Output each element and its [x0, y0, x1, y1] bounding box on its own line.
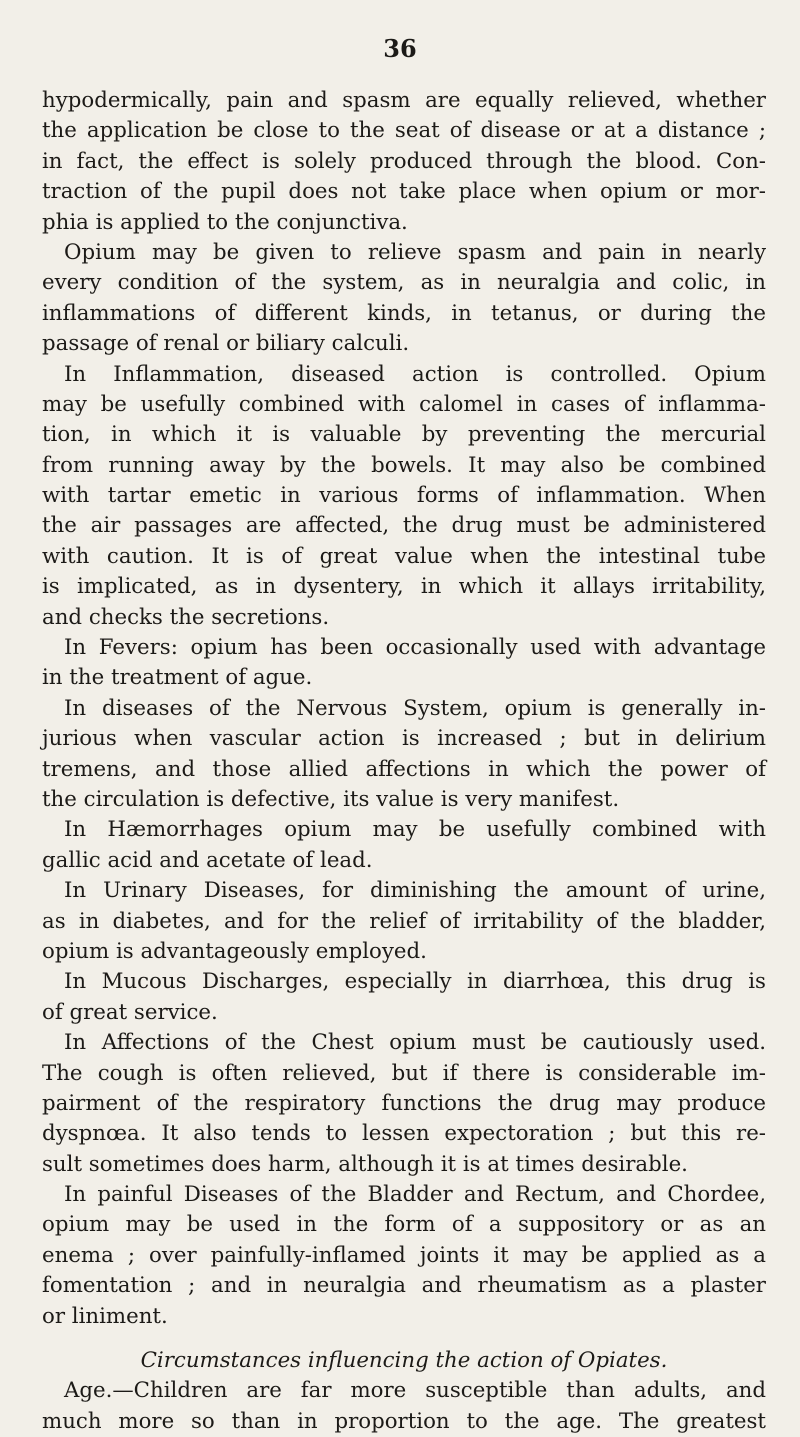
text-line: with caution. It is of great value when the intestinal tube [42, 543, 766, 569]
body-text [42, 86, 766, 1437]
text-line: the application be close to the seat of disease or at a distance ; [42, 118, 766, 144]
text-line: opium may be used in the form of a suppository or as an [42, 1212, 766, 1238]
text-line: in the treatment of ague. [42, 665, 313, 691]
text-line: In Urinary Diseases, for diminishing the amount of urine, [64, 878, 766, 904]
text-line: and checks the secretions. [42, 604, 330, 630]
text-line: In Inflammation, diseased action is controlled. Opium [64, 361, 766, 387]
text-line: inflammations of different kinds, in tetanus, or during the [42, 300, 766, 326]
text-line: phia is applied to the conjunctiva. [42, 209, 408, 235]
text-line: Opium may be given to relieve spasm and pain in nearly [64, 239, 766, 265]
text-line: in fact, the effect is solely produced through the blood. Con- [42, 148, 766, 174]
text-line: traction of the pupil does not take place when opium or mor- [42, 179, 766, 205]
text-line: from running away by the bowels. It may also be combined [42, 452, 766, 478]
text-line: gallic acid and acetate of lead. [42, 847, 373, 873]
section-heading: Circumstances influencing the action of Opiates. [140, 1348, 668, 1374]
text-line: dyspnœa. It also tends to lessen expectoration ; but this re- [42, 1121, 766, 1147]
text-line: tion, in which it is valuable by preventing the mercurial [42, 422, 766, 448]
text-line: passage of renal or biliary calculi. [42, 331, 410, 357]
text-line: In diseases of the Nervous System, opium is generally in- [64, 695, 766, 721]
text-line: In Fevers: opium has been occasionally used with advantage [64, 635, 766, 661]
text-line: enema ; over painfully-inflamed joints it may be applied as a [42, 1242, 766, 1268]
text-line: may be usefully combined with calomel in cases of inflamma- [42, 391, 766, 417]
section-gap [42, 1332, 766, 1346]
text-line: In Hæmorrhages opium may be usefully combined with [64, 817, 766, 843]
text-line: or liniment. [42, 1303, 168, 1329]
text-line: In Mucous Discharges, especially in diarrhœa, this drug is [64, 969, 766, 995]
text-line: In painful Diseases of the Bladder and Rectum, and Chordee, [64, 1182, 766, 1208]
text-line: of great service. [42, 999, 218, 1025]
text-line: as in diabetes, and for the relief of irritability of the bladder, [42, 908, 766, 934]
text-line: The cough is often relieved, but if there is considerable im- [42, 1060, 766, 1086]
text-line: jurious when vascular action is increased ; but in delirium [42, 726, 766, 752]
text-line: pairment of the respiratory functions the drug may produce [42, 1090, 766, 1116]
text-line: tremens, and those allied affections in which the power of [42, 756, 766, 782]
page-number: 36 [383, 34, 417, 63]
text-line: In Affections of the Chest opium must be cautiously used. [64, 1030, 766, 1056]
paragraph-lines [42, 86, 766, 1332]
text-line: with tartar emetic in various forms of inflammation. When [42, 483, 766, 509]
text-line: the circulation is defective, its value is very manifest. [42, 786, 620, 812]
text-line: is implicated, as in dysentery, in which it allays irritability, [42, 574, 766, 600]
text-line: fomentation ; and in neuralgia and rheumatism as a plaster [42, 1273, 766, 1299]
text-line: much more so than in proportion to the age. The greatest [42, 1408, 766, 1434]
text-line: opium is advantageously employed. [42, 938, 427, 964]
text-line: hypodermically, pain and spasm are equally relieved, whether [42, 88, 766, 113]
closing-lines [42, 1376, 766, 1437]
text-line: every condition of the system, as in neuralgia and colic, in [42, 270, 766, 296]
text-line: the air passages are affected, the drug must be administered [42, 513, 766, 539]
text-line: Age.—Children are far more susceptible than adults, and [64, 1378, 766, 1404]
text-line: sult sometimes does harm, although it is at times desirable. [42, 1151, 688, 1177]
